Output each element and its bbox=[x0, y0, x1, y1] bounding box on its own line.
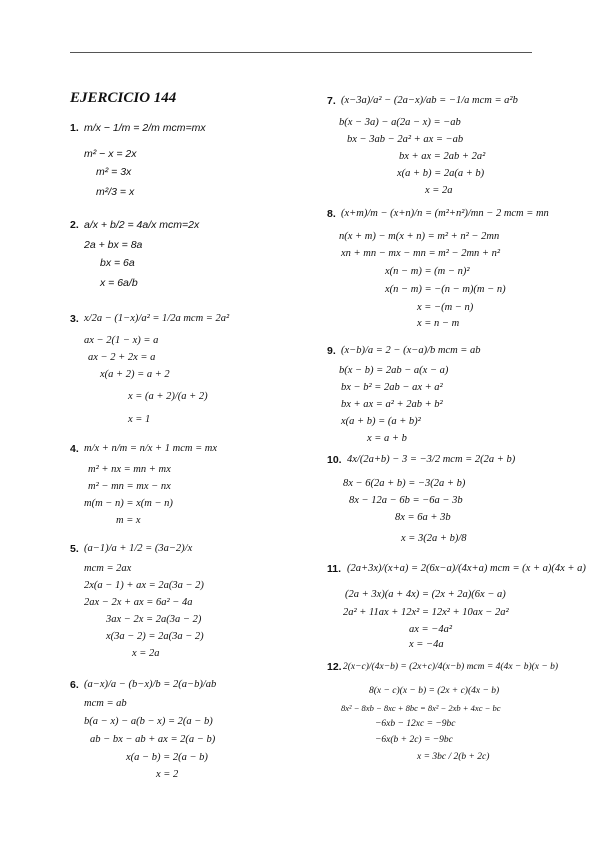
equation-line: −6x(b + 2c) = −9bc bbox=[375, 735, 453, 745]
exercise-number: 10. bbox=[327, 454, 342, 466]
equation-line: 2a + bx = 8a bbox=[84, 239, 143, 251]
equation-line: ax − 2 + 2x = a bbox=[88, 352, 156, 363]
equation-line: bx − b² = 2ab − ax + a² bbox=[341, 382, 443, 393]
exercise-number: 5. bbox=[70, 543, 79, 555]
exercise-number: 7. bbox=[327, 95, 336, 107]
exercise-number: 9. bbox=[327, 345, 336, 357]
equation-line: m² + nx = mn + mx bbox=[88, 464, 171, 475]
equation-line: 2(x−c)/(4x−b) = (2x+c)/4(x−b) mcm = 4(4x − b)(x − b) bbox=[343, 662, 559, 672]
equation-line: b(x − b) = 2ab − a(x − a) bbox=[339, 365, 449, 376]
equation-line: 3ax − 2x = 2a(3a − 2) bbox=[106, 614, 202, 625]
equation-line: x = 3bc / 2(b + 2c) bbox=[417, 752, 490, 762]
equation-line: x(a + b) = 2a(a + b) bbox=[397, 168, 485, 179]
equation-line: x = 3(2a + b)/8 bbox=[401, 533, 467, 544]
exercise-number: 11. bbox=[327, 563, 342, 575]
equation-line: xn + mn − mx − mn = m² − 2mn + n² bbox=[341, 248, 501, 259]
equation-line: bx = 6a bbox=[100, 257, 135, 269]
equation-line: m(m − n) = x(m − n) bbox=[84, 498, 173, 509]
exercise-number: 12. bbox=[327, 661, 342, 673]
exercise-number: 3. bbox=[70, 313, 79, 325]
equation-line: mcm = 2ax bbox=[84, 563, 132, 574]
equation-line: ab − bx − ab + ax = 2(a − b) bbox=[90, 734, 216, 745]
equation-line: 8(x − c)(x − b) = (2x + c)(4x − b) bbox=[369, 686, 500, 696]
equation-line: x = 6a/b bbox=[100, 277, 138, 289]
equation-line: 8x² − 8xb − 8xc + 8bc = 8x² − 2xb + 4xc − bc bbox=[341, 703, 501, 713]
equation-line: 8x − 6(2a + b) = −3(2a + b) bbox=[343, 478, 466, 489]
equation-line: x = (a + 2)/(a + 2) bbox=[128, 391, 208, 402]
equation-line: 8x = 6a + 3b bbox=[395, 512, 451, 523]
equation-line: x(a + b) = (a + b)² bbox=[341, 416, 421, 427]
equation-line: m = x bbox=[116, 515, 141, 526]
equation-line: x = 2a bbox=[132, 648, 160, 659]
equation-line: x = −(m − n) bbox=[417, 302, 474, 313]
equation-line: 2ax − 2x + ax = 6a² − 4a bbox=[84, 597, 193, 608]
equation-line: x = 1 bbox=[128, 414, 151, 425]
equation-line: b(x − 3a) − a(2a − x) = −ab bbox=[339, 117, 461, 128]
equation-line: (x+m)/m − (x+n)/n = (m²+n²)/mn − 2 mcm = mn bbox=[341, 208, 549, 219]
header-rule bbox=[70, 52, 532, 53]
equation-line: −6xb − 12xc = −9bc bbox=[375, 719, 456, 729]
equation-line: x = 2a bbox=[425, 185, 453, 196]
exercise-number: 4. bbox=[70, 443, 79, 455]
equation-line: n(x + m) − m(x + n) = m² + n² − 2mn bbox=[339, 231, 500, 242]
equation-line: x = 2 bbox=[156, 769, 179, 780]
equation-line: 4x/(2a+b) − 3 = −3/2 mcm = 2(2a + b) bbox=[347, 454, 516, 465]
exercise-number: 6. bbox=[70, 679, 79, 691]
equation-line: x = −4a bbox=[409, 639, 444, 650]
equation-line: x(n − m) = −(n − m)(m − n) bbox=[385, 284, 506, 295]
equation-line: (2a + 3x)(a + 4x) = (2x + 2a)(6x − a) bbox=[345, 589, 506, 600]
equation-line: mcm = ab bbox=[84, 698, 127, 709]
equation-line: m² = 3x bbox=[96, 166, 132, 178]
equation-line: (x−b)/a = 2 − (x−a)/b mcm = ab bbox=[341, 345, 481, 356]
page-title: EJERCICIO 144 bbox=[70, 90, 177, 106]
equation-line: (a−x)/a − (b−x)/b = 2(a−b)/ab bbox=[84, 679, 217, 690]
equation-line: x(n − m) = (m − n)² bbox=[385, 266, 470, 277]
equation-line: ax = −4a² bbox=[409, 624, 452, 635]
equation-line: x(a + 2) = a + 2 bbox=[100, 369, 170, 380]
equation-line: m/x + n/m = n/x + 1 mcm = mx bbox=[84, 443, 218, 454]
exercise-number: 2. bbox=[70, 219, 79, 231]
exercise-number: 1. bbox=[70, 122, 79, 134]
exercise-number: 8. bbox=[327, 208, 336, 220]
equation-line: m²/3 = x bbox=[96, 186, 135, 198]
equation-line: a/x + b/2 = 4a/x mcm=2x bbox=[84, 219, 200, 231]
equation-line: 2x(a − 1) + ax = 2a(3a − 2) bbox=[84, 580, 204, 591]
equation-line: b(a − x) − a(b − x) = 2(a − b) bbox=[84, 716, 213, 727]
equation-line: m/x − 1/m = 2/m mcm=mx bbox=[84, 122, 206, 134]
equation-line: m² − mn = mx − nx bbox=[88, 481, 171, 492]
equation-line: ax − 2(1 − x) = a bbox=[84, 335, 159, 346]
equation-line: 2a² + 11ax + 12x² = 12x² + 10ax − 2a² bbox=[343, 607, 509, 618]
equation-line: (x−3a)/a² − (2a−x)/ab = −1/a mcm = a²b bbox=[341, 95, 518, 106]
equation-line: x(3a − 2) = 2a(3a − 2) bbox=[106, 631, 204, 642]
equation-line: x(a − b) = 2(a − b) bbox=[126, 752, 208, 763]
equation-line: x/2a − (1−x)/a² = 1/2a mcm = 2a² bbox=[84, 313, 230, 324]
equation-line: (2a+3x)/(x+a) = 2(6x−a)/(4x+a) mcm = (x + a)(4x + a) bbox=[347, 563, 586, 574]
equation-line: x = a + b bbox=[367, 433, 407, 444]
equation-line: bx + ax = 2ab + 2a² bbox=[399, 151, 486, 162]
equation-line: bx + ax = a² + 2ab + b² bbox=[341, 399, 443, 410]
equation-line: 8x − 12a − 6b = −6a − 3b bbox=[349, 495, 463, 506]
equation-line: (a−1)/a + 1/2 = (3a−2)/x bbox=[84, 543, 193, 554]
equation-line: x = n − m bbox=[417, 318, 460, 329]
equation-line: bx − 3ab − 2a² + ax = −ab bbox=[347, 134, 464, 145]
equation-line: m² − x = 2x bbox=[84, 148, 137, 160]
